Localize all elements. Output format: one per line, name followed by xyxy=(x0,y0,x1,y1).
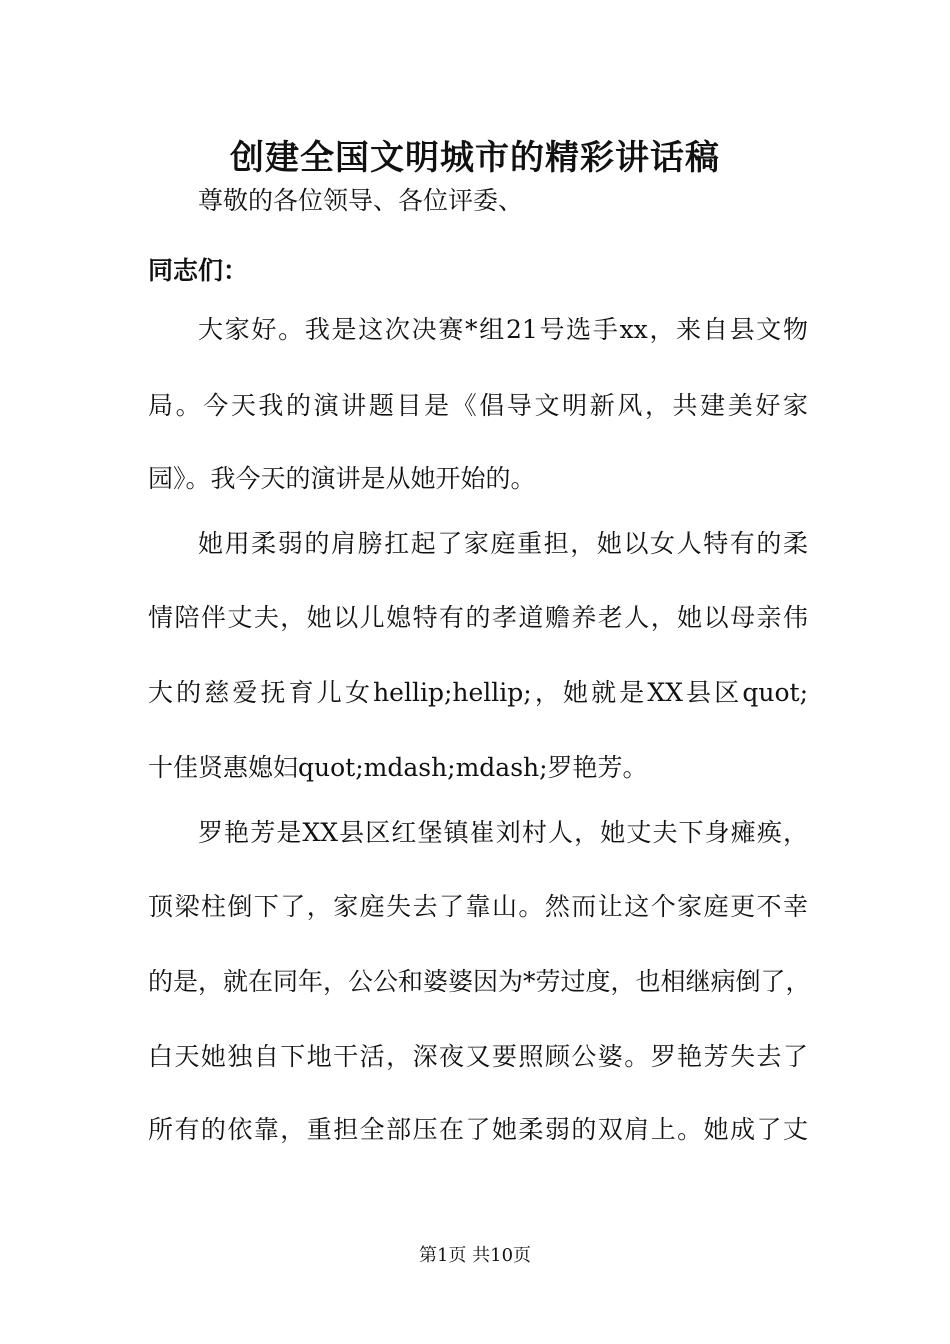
page-footer: 第1页 共10页 xyxy=(418,1245,532,1266)
paragraph-line: 罗艳芳是XX县区红堡镇崔刘村人，她丈夫下身瘫痪， xyxy=(198,818,808,847)
salutation-line: 同志们： xyxy=(148,256,249,285)
paragraph-line: 园》。我今天的演讲是从她开始的。 xyxy=(148,464,536,493)
paragraph-line: 顶梁柱倒下了，家庭失去了靠山。然而让这个家庭更不幸 xyxy=(148,892,808,921)
paragraph-line: 局。今天我的演讲题目是《倡导文明新风，共建美好家 xyxy=(148,391,808,420)
greeting-line: 尊敬的各位领导、各位评委、 xyxy=(198,186,524,215)
paragraph-line: 的是，就在同年，公公和婆婆因为*劳过度，也相继病倒了， xyxy=(148,967,811,996)
document-title: 创建全国文明城市的精彩讲话稿 xyxy=(230,138,720,178)
paragraph-line: 大家好。我是这次决赛*组21号选手xx，来自县文物 xyxy=(198,315,808,344)
paragraph-line: 大的慈爱抚育儿女hellip;hellip;，她就是XX县区quot; xyxy=(148,678,808,707)
paragraph-line: 她用柔弱的肩膀扛起了家庭重担，她以女人特有的柔 xyxy=(198,529,808,558)
paragraph-line: 白天她独自下地干活，深夜又要照顾公婆。罗艳芳失去了 xyxy=(148,1042,808,1071)
paragraph-line: 情陪伴丈夫，她以儿媳特有的孝道赡养老人，她以母亲伟 xyxy=(148,603,808,632)
paragraph-line: 所有的依靠，重担全部压在了她柔弱的双肩上。她成了丈 xyxy=(148,1115,808,1144)
paragraph-line: 十佳贤惠媳妇quot;mdash;mdash;罗艳芳。 xyxy=(148,753,648,782)
